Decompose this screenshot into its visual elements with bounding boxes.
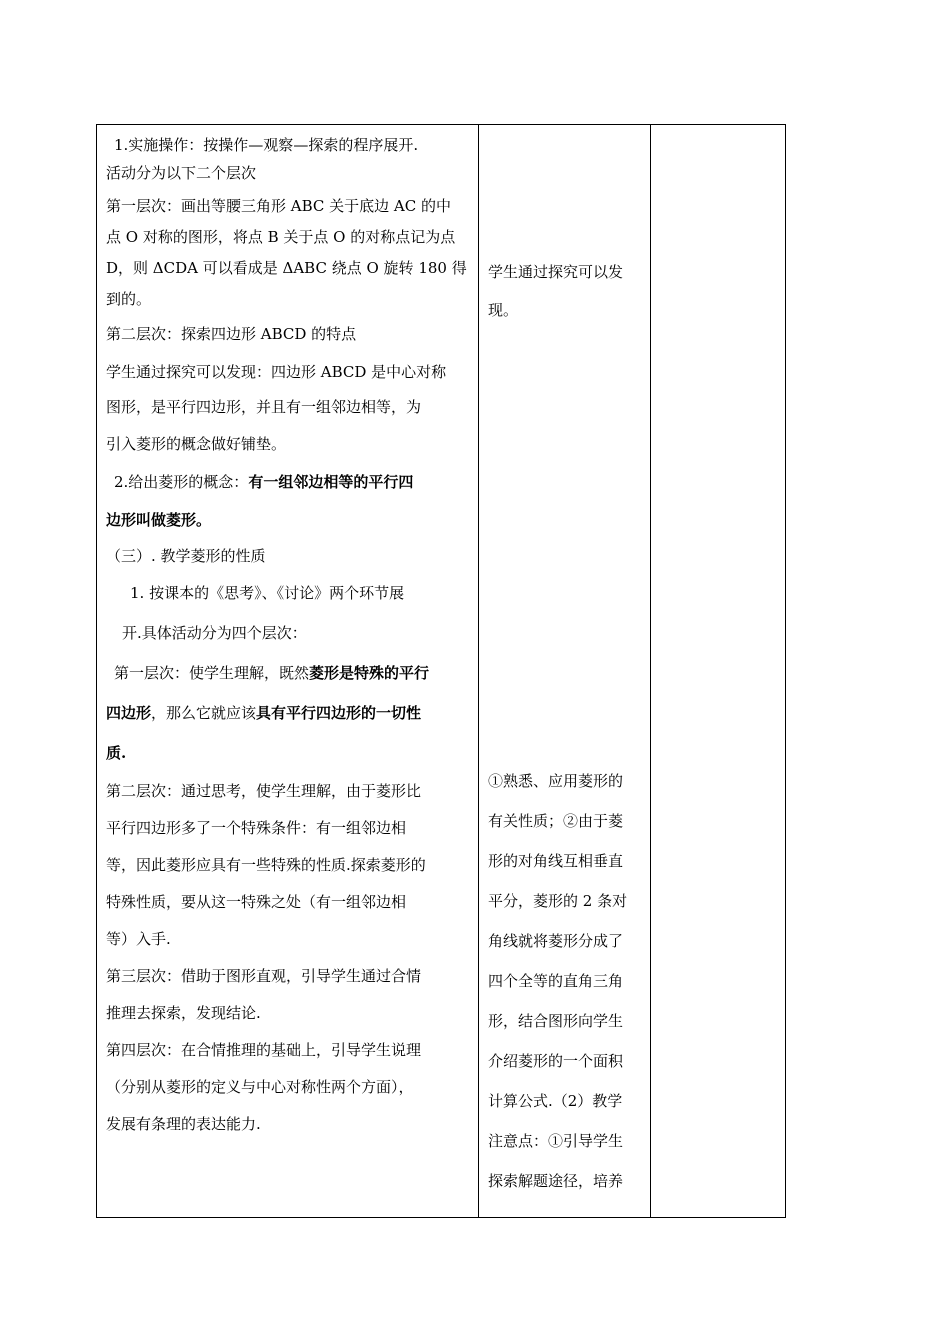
text-line: ①熟悉、应用菱形的 [488,772,624,790]
text-line: 活动分为以下二个层次 [106,164,257,182]
text-span: 第一层次：使学生理解，既然 [114,664,310,682]
text-line: （分别从菱形的定义与中心对称性两个方面）， [106,1078,414,1096]
text-line: 学生通过探究可以发 [488,263,624,281]
bold-definition: 有一组邻边相等的平行四 [248,473,414,491]
text-line: 第三层次：借助于图形直观，引导学生通过合情 [106,967,422,985]
text-line: 第二层次：探索四边形 ABCD 的特点 [106,325,357,343]
text-line: 推理去探索，发现结论. [106,1004,261,1022]
text-line: 角线就将菱形分成了 [488,932,624,950]
text-line: 发展有条理的表达能力. [106,1115,261,1133]
text-line: 第四层次：在合情推理的基础上，引导学生说理 [106,1041,422,1059]
text-line: 探索解题途径，培养 [488,1172,624,1190]
text-line [106,693,469,733]
text-line: 1. 按课本的《思考》、《讨论》两个环节展 [130,584,405,602]
text-line: 注意点：①引导学生 [488,1132,624,1150]
text-line: 计算公式.（2）教学 [488,1092,623,1110]
text-line: 到的。 [106,290,152,308]
text-line: 开.具体活动分为四个层次： [122,624,307,642]
section-heading: （三）. 教学菱形的性质 [106,547,266,565]
text-line: D，则 ΔCDA 可以看成是 ΔABC 绕点 O 旋转 180 得 [106,259,467,277]
text-line: 等）入手. [106,930,171,948]
bold-text: 具有平行四边形的一切性 [256,704,422,722]
text-line: 四个全等的直角三角 [488,972,624,990]
text-line: 1.实施操作：按操作—观察—探索的程序展开. [114,136,419,154]
text-line: 平分，菱形的 2 条对 [488,892,628,910]
text-line: 形，结合图形向学生 [488,1012,624,1030]
notes-cell [651,125,786,1218]
text-line: 第二层次：通过思考，使学生理解，由于菱形比 [106,782,422,800]
text-span: 2.给出菱形的概念： [114,473,249,491]
lesson-plan-table [96,124,786,1218]
teaching-content-cell [97,125,479,1218]
bold-definition: 边形叫做菱形。 [106,511,212,529]
bold-text: 质. [106,744,127,762]
text-line: 学生通过探究可以发现：四边形 ABCD 是中心对称 [106,363,447,381]
text-line: 平行四边形多了一个特殊条件：有一组邻边相 [106,819,407,837]
text-line: 介绍菱形的一个面积 [488,1052,624,1070]
text-line: 形的对角线互相垂直 [488,852,624,870]
text-line: 图形，是平行四边形，并且有一组邻边相等，为 [106,398,422,416]
definition-line [106,463,469,501]
text-line: 等，因此菱形应具有一些特殊的性质.探索菱形的 [106,856,426,874]
bold-text: 菱形是特殊的平行 [309,664,430,682]
table-row [97,125,786,1218]
student-activity-cell [479,125,651,1218]
text-span: ，那么它就应该 [151,704,257,722]
bold-text: 四边形 [106,704,152,722]
text-line: 特殊性质，要从这一特殊之处（有一组邻边相 [106,893,407,911]
text-line: 第一层次：画出等腰三角形 ABC 关于底边 AC 的中 [106,197,451,215]
text-line: 引入菱形的概念做好铺垫。 [106,435,287,453]
text-line: 有关性质；②由于菱 [488,812,624,830]
text-line: 点 O 对称的图形，将点 B 关于点 O 的对称点记为点 [106,228,456,246]
text-line [106,653,469,693]
text-line: 现。 [488,301,519,319]
